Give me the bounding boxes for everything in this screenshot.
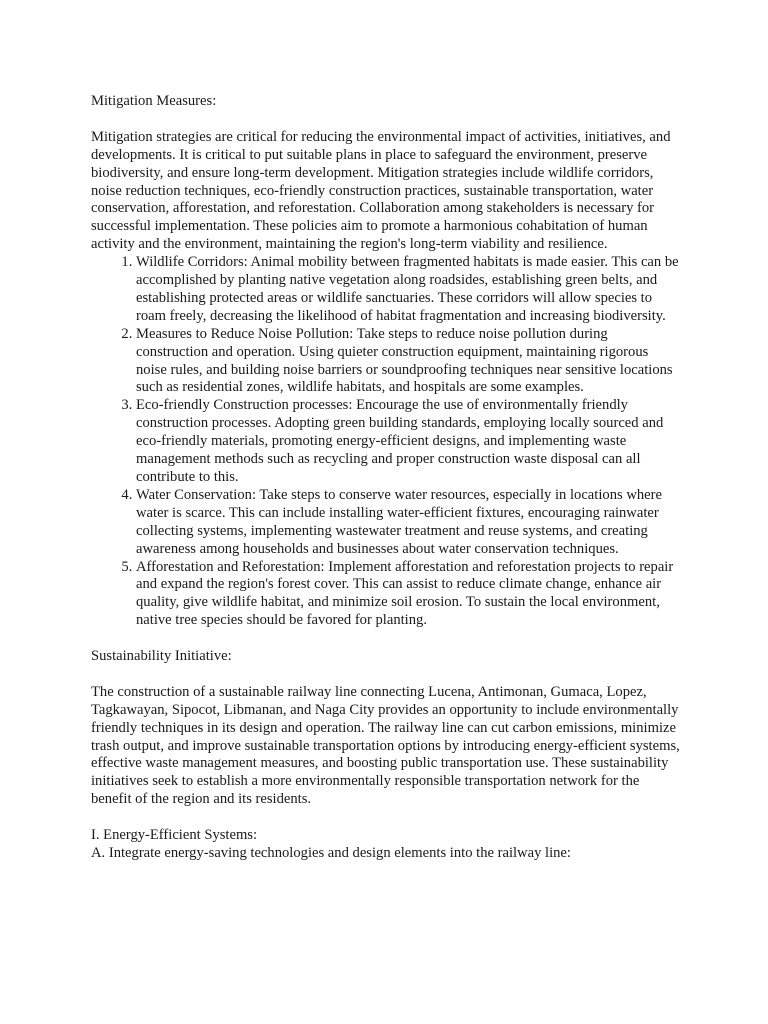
sustainability-paragraph: The construction of a sustainable railway line connecting Lucena, Antimonan, Gumaca, Lopez, Tagkawayan, Sipocot, Libmanan, and Naga City provides an opportunity to include environmentally friendly techniques in its design and operation. The railway line can cut carbon emissions, minimize trash output, and improve sustainable transportation options by introducing energy-efficient systems, effective waste management measures, and boosting public transportation use. These sustainability initiatives seek to establish a more environmentally responsible transportation network for the benefit of the region and its residents.: [91, 683, 680, 808]
mitigation-measures-list: [91, 254, 681, 630]
paragraph-gap: [91, 809, 681, 827]
paragraph-gap: [91, 111, 681, 129]
list-item-afforestation: 5. Afforestation and Reforestation: Implement afforestation and reforestation projects to repair and expand the region's forest cover. This can assist to reduce climate change, enhance air quality, give wildlife habitat, and minimize soil erosion. To sustain the local environment, native tree species should be favored for planting.: [136, 559, 681, 631]
subheading-energy-saving-technologies: A. Integrate energy-saving technologies and design elements into the railway line:: [91, 845, 571, 861]
list-item-noise-pollution: 2. Measures to Reduce Noise Pollution: Take steps to reduce noise pollution during construction and operation. Using quieter construction equipment, maintaining rigorous noise rules, and building noise barriers or soundproofing techniques near sensitive locations such as residential zones, wildlife habitats, and hospitals are some examples.: [136, 326, 681, 398]
document-body: [91, 93, 681, 863]
heading-sustainability-initiative: Sustainability Initiative:: [91, 648, 232, 665]
list-item-eco-construction: 3. Eco-friendly Construction processes: Encourage the use of environmentally friendly construction processes. Adopting green building standards, employing locally sourced and eco-friendly materials, promoting energy-efficient designs, and implementing waste management methods such as recycling and proper construction waste disposal can all contribute to this.: [136, 397, 681, 487]
paragraph-gap: [91, 630, 681, 648]
heading-energy-efficient-systems: I. Energy-Efficient Systems:: [91, 827, 258, 844]
intro-paragraph: Mitigation strategies are critical for reducing the environmental impact of activities, initiatives, and developments. It is critical to put suitable plans in place to safeguard the environment, preserve biodiversity, and ensure long-term development. Mitigation strategies include wildlife corridors, noise reduction techniques, eco-friendly construction practices, sustainable transportation, water conservation, afforestation, and reforestation. Collaboration among stakeholders is necessary for successful implementation. These policies aim to promote a harmonious cohabitation of human activity and the environment, maintaining the region's long-term viability and resilience.: [91, 128, 671, 253]
list-item-water-conservation: 4. Water Conservation: Take steps to conserve water resources, especially in locations where water is scarce. This can include installing water-efficient fixtures, encouraging rainwater collecting systems, implementing wastewater treatment and reuse systems, and creating awareness among households and businesses about water conservation techniques.: [136, 487, 681, 559]
list-item-wildlife-corridors: 1. Wildlife Corridors: Animal mobility between fragmented habitats is made easier. This can be accomplished by planting native vegetation along roadsides, establishing green belts, and establishing protected areas or wildlife sanctuaries. These corridors will allow species to roam freely, decreasing the likelihood of habitat fragmentation and increasing biodiversity.: [136, 254, 681, 326]
heading-mitigation-measures: Mitigation Measures:: [91, 93, 217, 109]
paragraph-gap: [91, 666, 681, 684]
